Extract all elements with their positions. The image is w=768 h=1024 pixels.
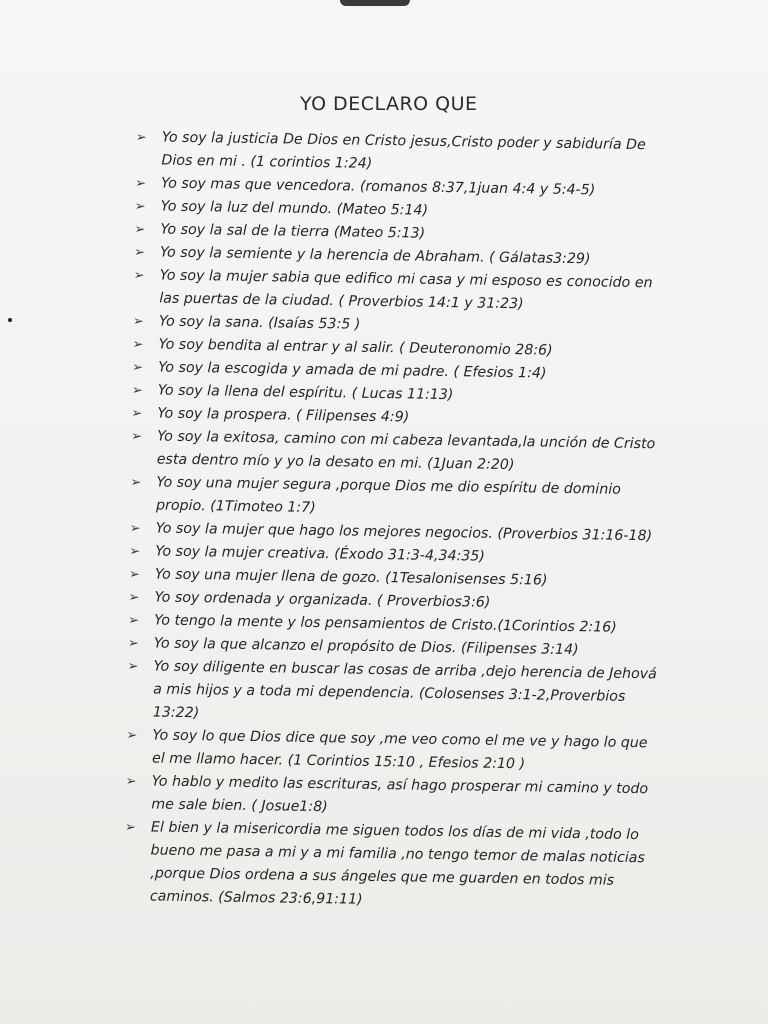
list-item-text: Yo soy la luz del mundo. (Mateo 5:14) <box>160 198 429 219</box>
list-item-text: Yo soy la que alcanzo el propósito de Dios. (Filipenses 3:14) <box>153 635 579 659</box>
arrow-bullet-icon: ➢ <box>128 613 140 629</box>
arrow-bullet-icon: ➢ <box>124 820 137 836</box>
arrow-bullet-icon: ➢ <box>132 314 144 330</box>
arrow-bullet-icon: ➢ <box>134 222 146 238</box>
list-item-text: Yo soy una mujer llena de gozo. (1Tesalonisenses 5:16) <box>154 566 548 589</box>
arrow-bullet-icon: ➢ <box>129 521 141 537</box>
list-item-text: Yo soy diligente en buscar las cosas de arriba ,dejo herencia de Jehová a mis hijos y a toda mi dependencia. (Colosenses 3:1-2,Proverbios 13:22) <box>152 658 657 722</box>
arrow-bullet-icon: ➢ <box>134 176 147 192</box>
stray-ink-dot <box>8 318 12 322</box>
list-item-text: Yo soy la mujer creativa. (Éxodo 31:3-4,34:35) <box>155 543 486 565</box>
arrow-bullet-icon: ➢ <box>127 636 139 652</box>
top-edge-mark <box>340 0 410 6</box>
document-title: YO DECLARO QUE <box>300 93 478 115</box>
arrow-bullet-icon: ➢ <box>132 337 144 353</box>
list-item-text: Yo soy mas que vencedora. (romanos 8:37,1juan 4:4 y 5:4-5) <box>160 175 596 199</box>
arrow-bullet-icon: ➢ <box>128 567 140 583</box>
list-item-text: Yo tengo la mente y los pensamientos de Cristo.(1Corintios 2:16) <box>154 612 617 636</box>
list-item-text: Yo soy la semiente y la herencia de Abraham. ( Gálatas3:29) <box>159 244 591 268</box>
list-item <box>116 816 657 916</box>
list-item-text: Yo hablo y medito las escrituras, así hago prosperar mi camino y todo me sale bien. ( Josue1:8) <box>151 773 649 816</box>
arrow-bullet-icon: ➢ <box>131 383 143 399</box>
list-item-text: Yo soy la mujer sabia que edifico mi casa y mi esposo es conocido en las puertas de la ciudad. ( Proverbios 14:1 y 31:23) <box>159 267 653 313</box>
arrow-bullet-icon: ➢ <box>128 590 140 606</box>
arrow-bullet-icon: ➢ <box>127 659 139 675</box>
list-item-text: Yo soy la mujer que hago los mejores negocios. (Proverbios 31:16-18) <box>155 520 653 545</box>
arrow-bullet-icon: ➢ <box>130 475 142 491</box>
list-item-text: Yo soy una mujer segura ,porque Dios me dio espíritu de dominio propio. (1Timoteo 1:7) <box>155 474 622 516</box>
arrow-bullet-icon: ➢ <box>131 429 143 445</box>
list-item-text: Yo soy la llena del espíritu. ( Lucas 11:13) <box>157 382 454 404</box>
arrow-bullet-icon: ➢ <box>134 199 146 215</box>
list-item-text: Yo soy la exitosa, camino con mi cabeza levantada,la unción de Cristo esta dentro mío y yo la desato en mi. (1Juan 2:20) <box>156 428 656 474</box>
list-item-text: Yo soy la escogida y amada de mi padre. ( Efesios 1:4) <box>158 359 547 382</box>
arrow-bullet-icon: ➢ <box>126 728 138 744</box>
list-item-text: Yo soy ordenada y organizada. ( Proverbios3:6) <box>154 589 491 611</box>
list-item-text: El bien y la misericordia me siguen todos los días de mi vida ,todo lo bueno me pasa a mi y a mi familia ,no tengo temor de malas noticias ,porque Dios ordena a sus ángeles que me guarden en todos mis caminos. (Salmos 23:6,91:11) <box>149 819 645 908</box>
list-item-text: Yo soy la sal de la tierra (Mateo 5:13) <box>160 221 426 242</box>
arrow-bullet-icon: ➢ <box>133 245 146 261</box>
arrow-bullet-icon: ➢ <box>135 130 147 146</box>
list-item-text: Yo soy la justicia De Dios en Cristo jesus,Cristo poder y sabiduría De Dios en mi . (1 corintios 1:24) <box>161 129 646 172</box>
list-item-text: Yo soy la prospera. ( Filipenses 4:9) <box>157 405 410 426</box>
arrow-bullet-icon: ➢ <box>132 360 144 376</box>
arrow-bullet-icon: ➢ <box>131 406 143 422</box>
arrow-bullet-icon: ➢ <box>125 774 137 790</box>
list-item <box>119 655 660 732</box>
list-item-text: Yo soy la sana. (Isaías 53:5 ) <box>158 313 361 333</box>
arrow-bullet-icon: ➢ <box>129 544 141 560</box>
list-item-text: Yo soy bendita al entrar y al salir. ( Deuteronomio 28:6) <box>158 336 553 359</box>
declaration-list <box>116 126 668 916</box>
arrow-bullet-icon: ➢ <box>133 268 145 284</box>
list-item-text: Yo soy lo que Dios dice que soy ,me veo como el me ve y hago lo que el me llamo hacer. (1 Corintios 15:10 , Efesios 2:10 ) <box>151 727 648 773</box>
